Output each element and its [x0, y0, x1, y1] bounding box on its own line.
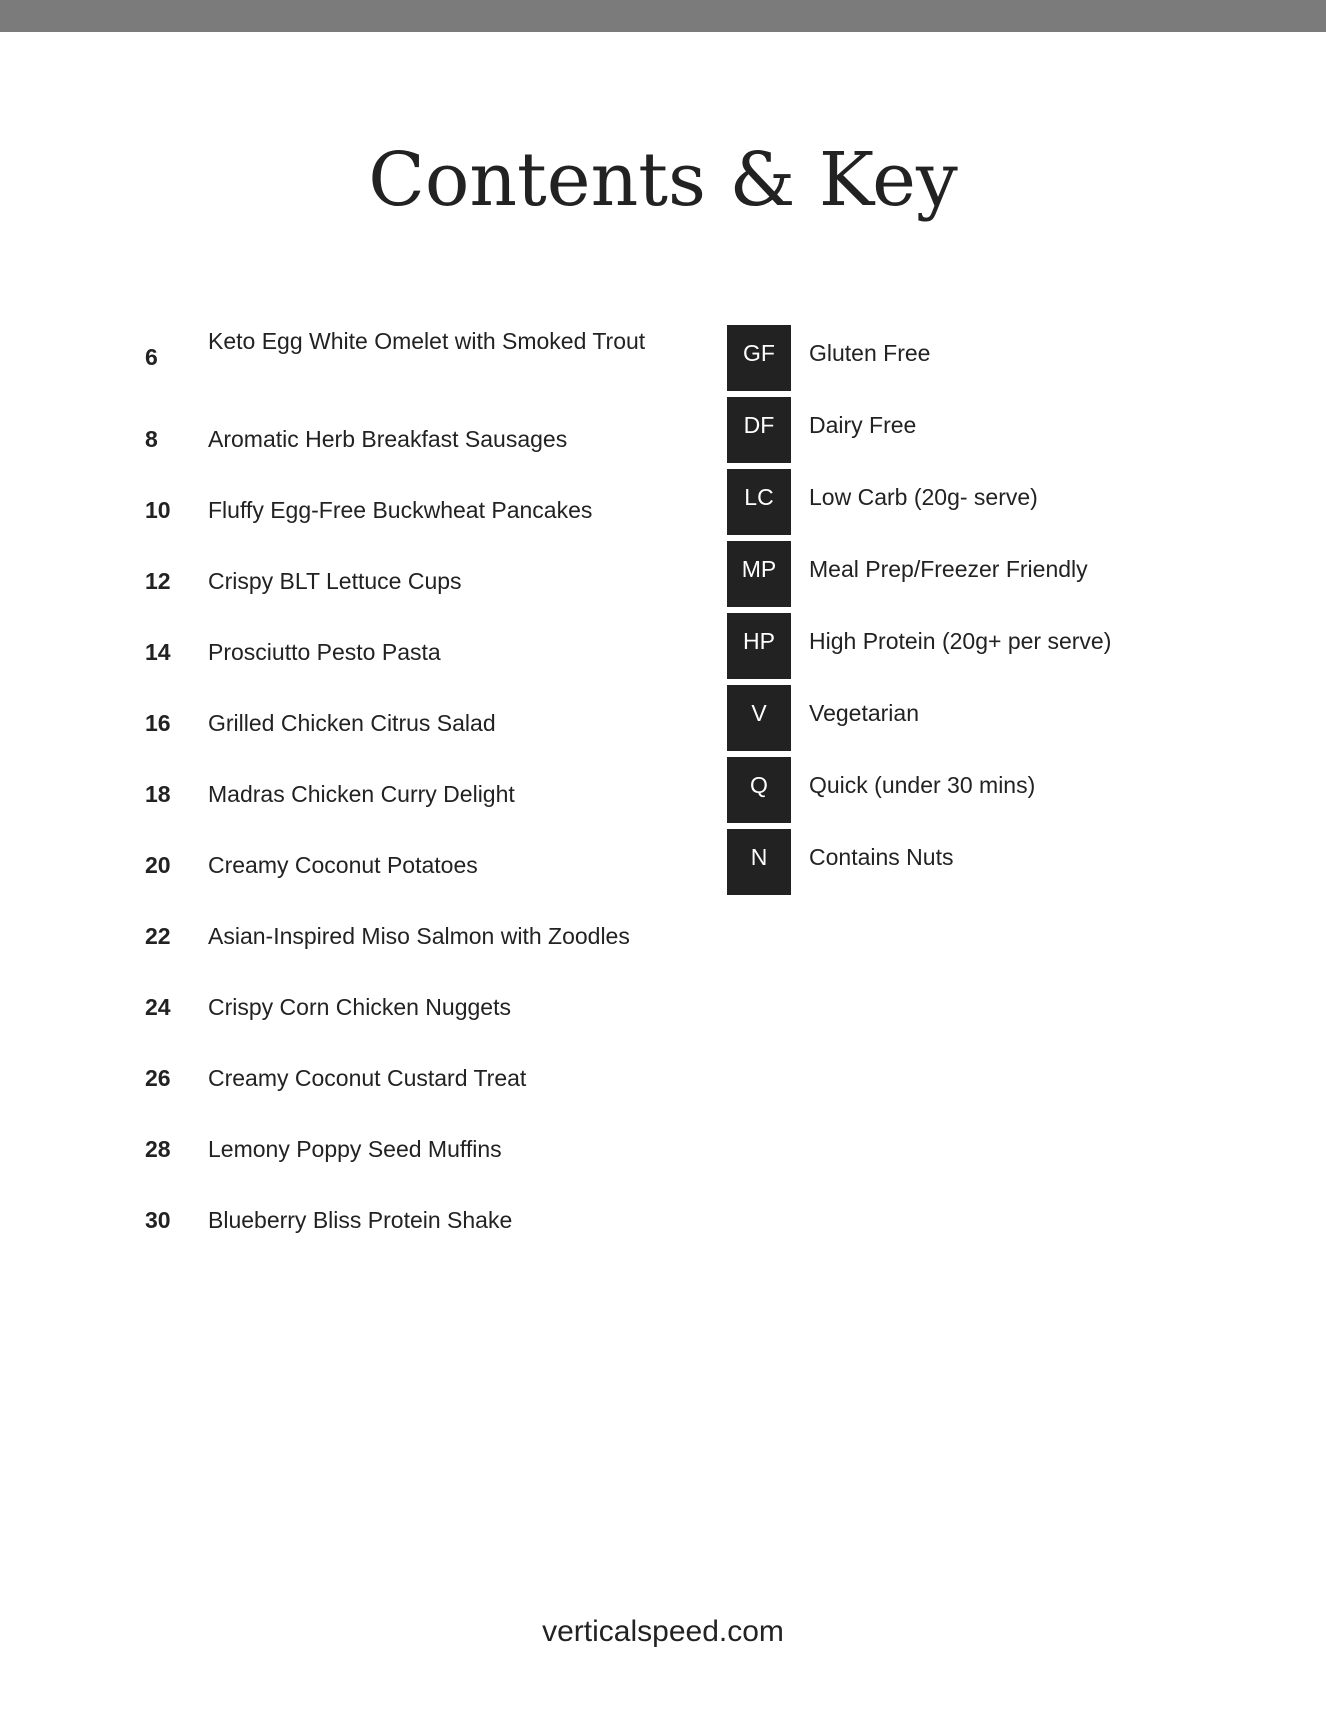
key-badge: LC [727, 469, 791, 535]
key-label: Contains Nuts [809, 844, 954, 870]
contents-list [145, 325, 665, 1275]
key-badge: DF [727, 397, 791, 463]
contents-recipe-title: Keto Egg White Omelet with Smoked Trout [208, 328, 646, 354]
key-label: Meal Prep/Freezer Friendly [809, 556, 1088, 582]
contents-page-number: 22 [145, 923, 171, 949]
contents-recipe-title: Crispy Corn Chicken Nuggets [208, 994, 511, 1020]
key-label: High Protein (20g+ per serve) [809, 628, 1112, 654]
key-badge: Q [727, 757, 791, 823]
key-item [727, 397, 1247, 469]
contents-page-number: 24 [145, 994, 171, 1020]
key-item [727, 541, 1247, 613]
page-title: Contents & Key [368, 137, 958, 223]
key-label: Vegetarian [809, 700, 919, 726]
contents-item [145, 1062, 665, 1133]
contents-recipe-title: Creamy Coconut Potatoes [208, 852, 478, 878]
key-badge: V [727, 685, 791, 751]
contents-page-number: 8 [145, 426, 158, 452]
contents-page-number: 30 [145, 1207, 171, 1233]
contents-recipe-title: Madras Chicken Curry Delight [208, 781, 515, 807]
contents-item [145, 565, 665, 636]
contents-recipe-title: Grilled Chicken Citrus Salad [208, 710, 496, 736]
contents-recipe-title: Fluffy Egg-Free Buckwheat Pancakes [208, 497, 593, 523]
contents-page-number: 26 [145, 1065, 171, 1091]
contents-page-number: 28 [145, 1136, 171, 1162]
dietary-key [727, 325, 1247, 901]
key-badge: GF [727, 325, 791, 391]
contents-recipe-title: Blueberry Bliss Protein Shake [208, 1207, 513, 1233]
contents-page-number: 16 [145, 710, 171, 736]
footer-website: verticalspeed.com [542, 1615, 784, 1648]
key-item [727, 325, 1247, 397]
contents-recipe-title: Aromatic Herb Breakfast Sausages [208, 426, 568, 452]
contents-recipe-title: Crispy BLT Lettuce Cups [208, 568, 462, 594]
contents-item [145, 1133, 665, 1204]
contents-page-number: 6 [145, 344, 158, 370]
contents-page-number: 14 [145, 639, 171, 665]
key-badge: HP [727, 613, 791, 679]
contents-item [145, 778, 665, 849]
key-item [727, 829, 1247, 901]
contents-page-number: 20 [145, 852, 171, 878]
contents-page-number: 18 [145, 781, 171, 807]
key-item [727, 757, 1247, 829]
key-badge: N [727, 829, 791, 895]
contents-item [145, 707, 665, 778]
key-item [727, 469, 1247, 541]
key-label: Gluten Free [809, 340, 931, 366]
contents-page-number: 12 [145, 568, 171, 594]
key-item [727, 685, 1247, 757]
contents-item [145, 494, 665, 565]
contents-recipe-title: Prosciutto Pesto Pasta [208, 639, 441, 665]
contents-item [145, 325, 665, 423]
key-label: Low Carb (20g- serve) [809, 484, 1038, 510]
contents-recipe-title: Asian-Inspired Miso Salmon with Zoodles [208, 923, 630, 949]
key-label: Quick (under 30 mins) [809, 772, 1036, 798]
contents-recipe-title: Lemony Poppy Seed Muffins [208, 1136, 502, 1162]
key-label: Dairy Free [809, 412, 917, 438]
key-badge: MP [727, 541, 791, 607]
contents-item [145, 849, 665, 920]
contents-item [145, 920, 665, 991]
contents-item [145, 1204, 665, 1275]
top-bar [0, 0, 1326, 32]
key-item [727, 613, 1247, 685]
contents-item [145, 636, 665, 707]
contents-recipe-title: Creamy Coconut Custard Treat [208, 1065, 527, 1091]
contents-item [145, 991, 665, 1062]
contents-item [145, 423, 665, 494]
contents-page-number: 10 [145, 497, 171, 523]
